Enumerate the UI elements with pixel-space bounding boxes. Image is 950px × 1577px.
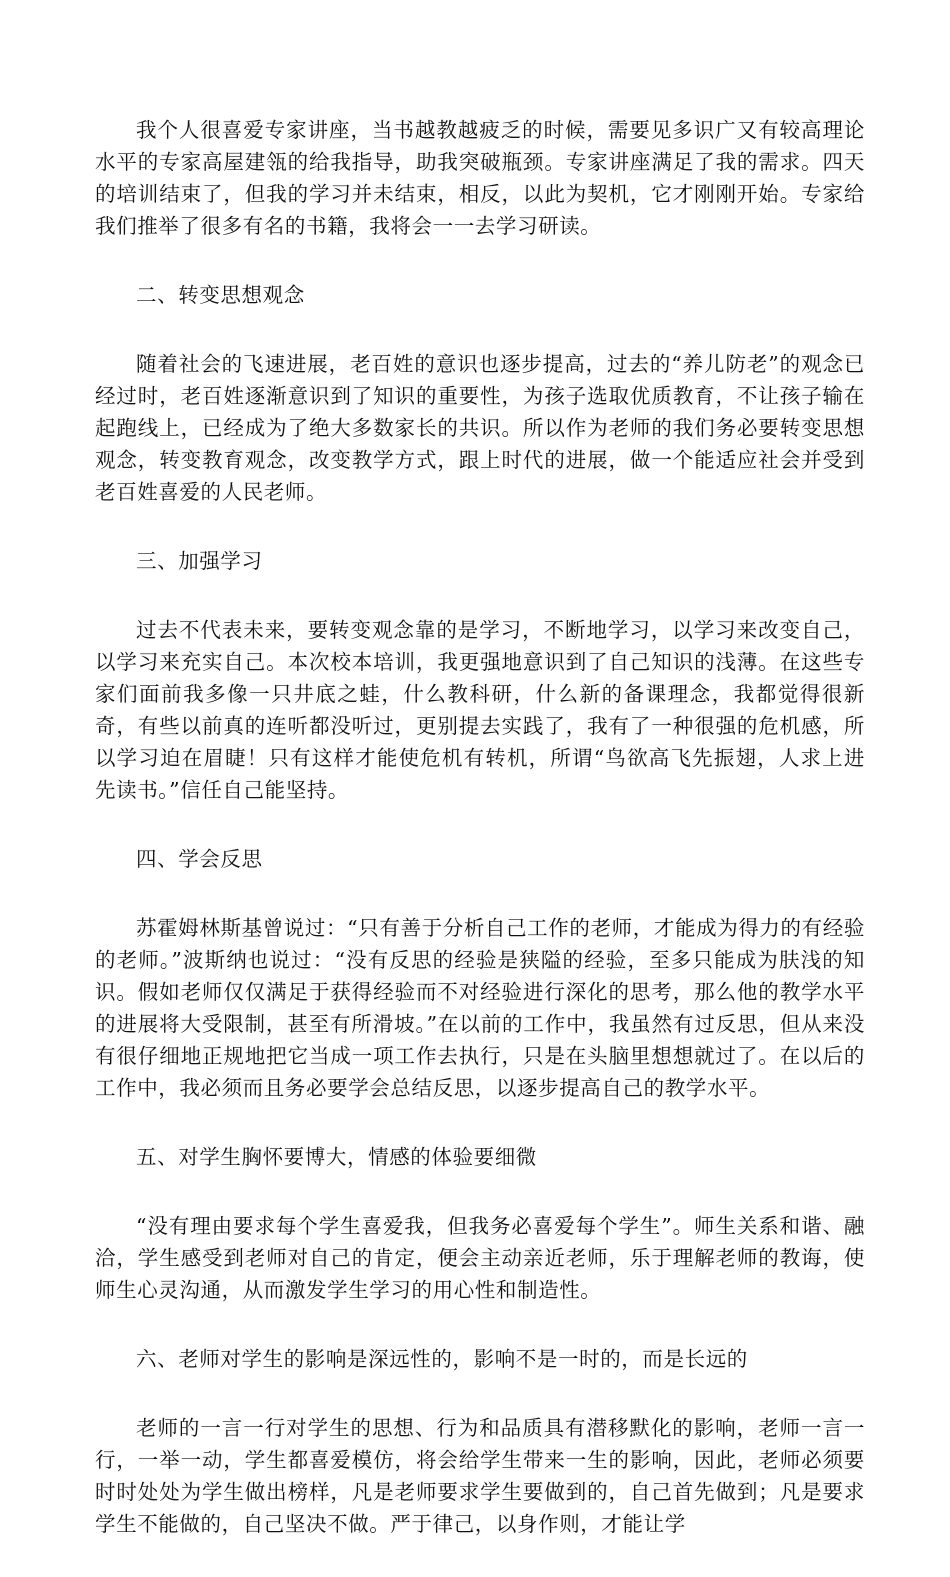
document-body xyxy=(95,114,865,1577)
heading-learn-reflection: 四、学会反思 xyxy=(136,847,263,871)
heading-change-thinking: 二、转变思想观念 xyxy=(136,283,305,307)
paragraph-care-for-students: “没有理由要求每个学生喜爱我，但我务必喜爱每个学生”。师生关系和谐、融洽，学生感受到老师对自己的肯定，便会主动亲近老师，乐于理解老师的教诲，使师生心灵沟通，从而激发学生学习的用心性和制造性。 xyxy=(95,1214,865,1302)
paragraph-learn-reflection: 苏霍姆林斯基曾说过：“只有善于分析自己工作的老师，才能成为得力的有经验的老师。”波斯纳也说过：“没有反思的经验是狭隘的经验，至多只能成为肤浅的知识。假如老师仅仅满足于获得经验而不对经验进行深化的思考，那么他的教学水平的进展将大受限制，甚至有所滑坡。”在以前的工作中，我虽然有过反思，但从来没有很仔细地正规地把它当成一项工作去执行，只是在头脑里想想就过了。在以后的工作中，我必须而且务必要学会总结反思，以逐步提高自己的教学水平。 xyxy=(95,916,865,1100)
heading-care-for-students: 五、对学生胸怀要博大，情感的体验要细微 xyxy=(136,1145,537,1169)
heading-teacher-influence: 六、老师对学生的影响是深远性的，影响不是一时的，而是长远的 xyxy=(136,1347,748,1371)
heading-strengthen-learning: 三、加强学习 xyxy=(136,549,263,573)
paragraph-expert-lectures: 我个人很喜爱专家讲座，当书越教越疲乏的时候，需要见多识广又有较高理论水平的专家高屋建瓴的给我指导，助我突破瓶颈。专家讲座满足了我的需求。四天的培训结束了，但我的学习并未结束，相反，以此为契机，它才刚刚开始。专家给我们推举了很多有名的书籍，我将会一一去学习研读。 xyxy=(95,118,865,238)
paragraph-strengthen-learning: 过去不代表未来，要转变观念靠的是学习，不断地学习，以学习来改变自己，以学习来充实自己。本次校本培训，我更强地意识到了自己知识的浅薄。在这些专家们面前我多像一只井底之蛙，什么教科研，什么新的备课理念，我都觉得很新奇，有些以前真的连听都没听过，更别提去实践了，我有了一种很强的危机感，所以学习迫在眉睫！只有这样才能使危机有转机，所谓“鸟欲高飞先振翅，人求上进先读书。”信任自己能坚持。 xyxy=(95,618,865,802)
paragraph-change-thinking: 随着社会的飞速进展，老百姓的意识也逐步提高，过去的“养儿防老”的观念已经过时，老百姓逐渐意识到了知识的重要性，为孩子选取优质教育，不让孩子输在起跑线上，已经成为了绝大多数家长的共识。所以作为老师的我们务必要转变思想观念，转变教育观念，改变教学方式，跟上时代的进展，做一个能适应社会并受到老百姓喜爱的人民老师。 xyxy=(95,352,865,504)
paragraph-teacher-influence: 老师的一言一行对学生的思想、行为和品质具有潜移默化的影响，老师一言一行，一举一动，学生都喜爱模仿，将会给学生带来一生的影响，因此，老师必须要时时处处为学生做出榜样，凡是老师要求学生要做到的，自己首先做到；凡是要求学生不能做的，自己坚决不做。严于律己，以身作则，才能让学 xyxy=(95,1416,865,1536)
